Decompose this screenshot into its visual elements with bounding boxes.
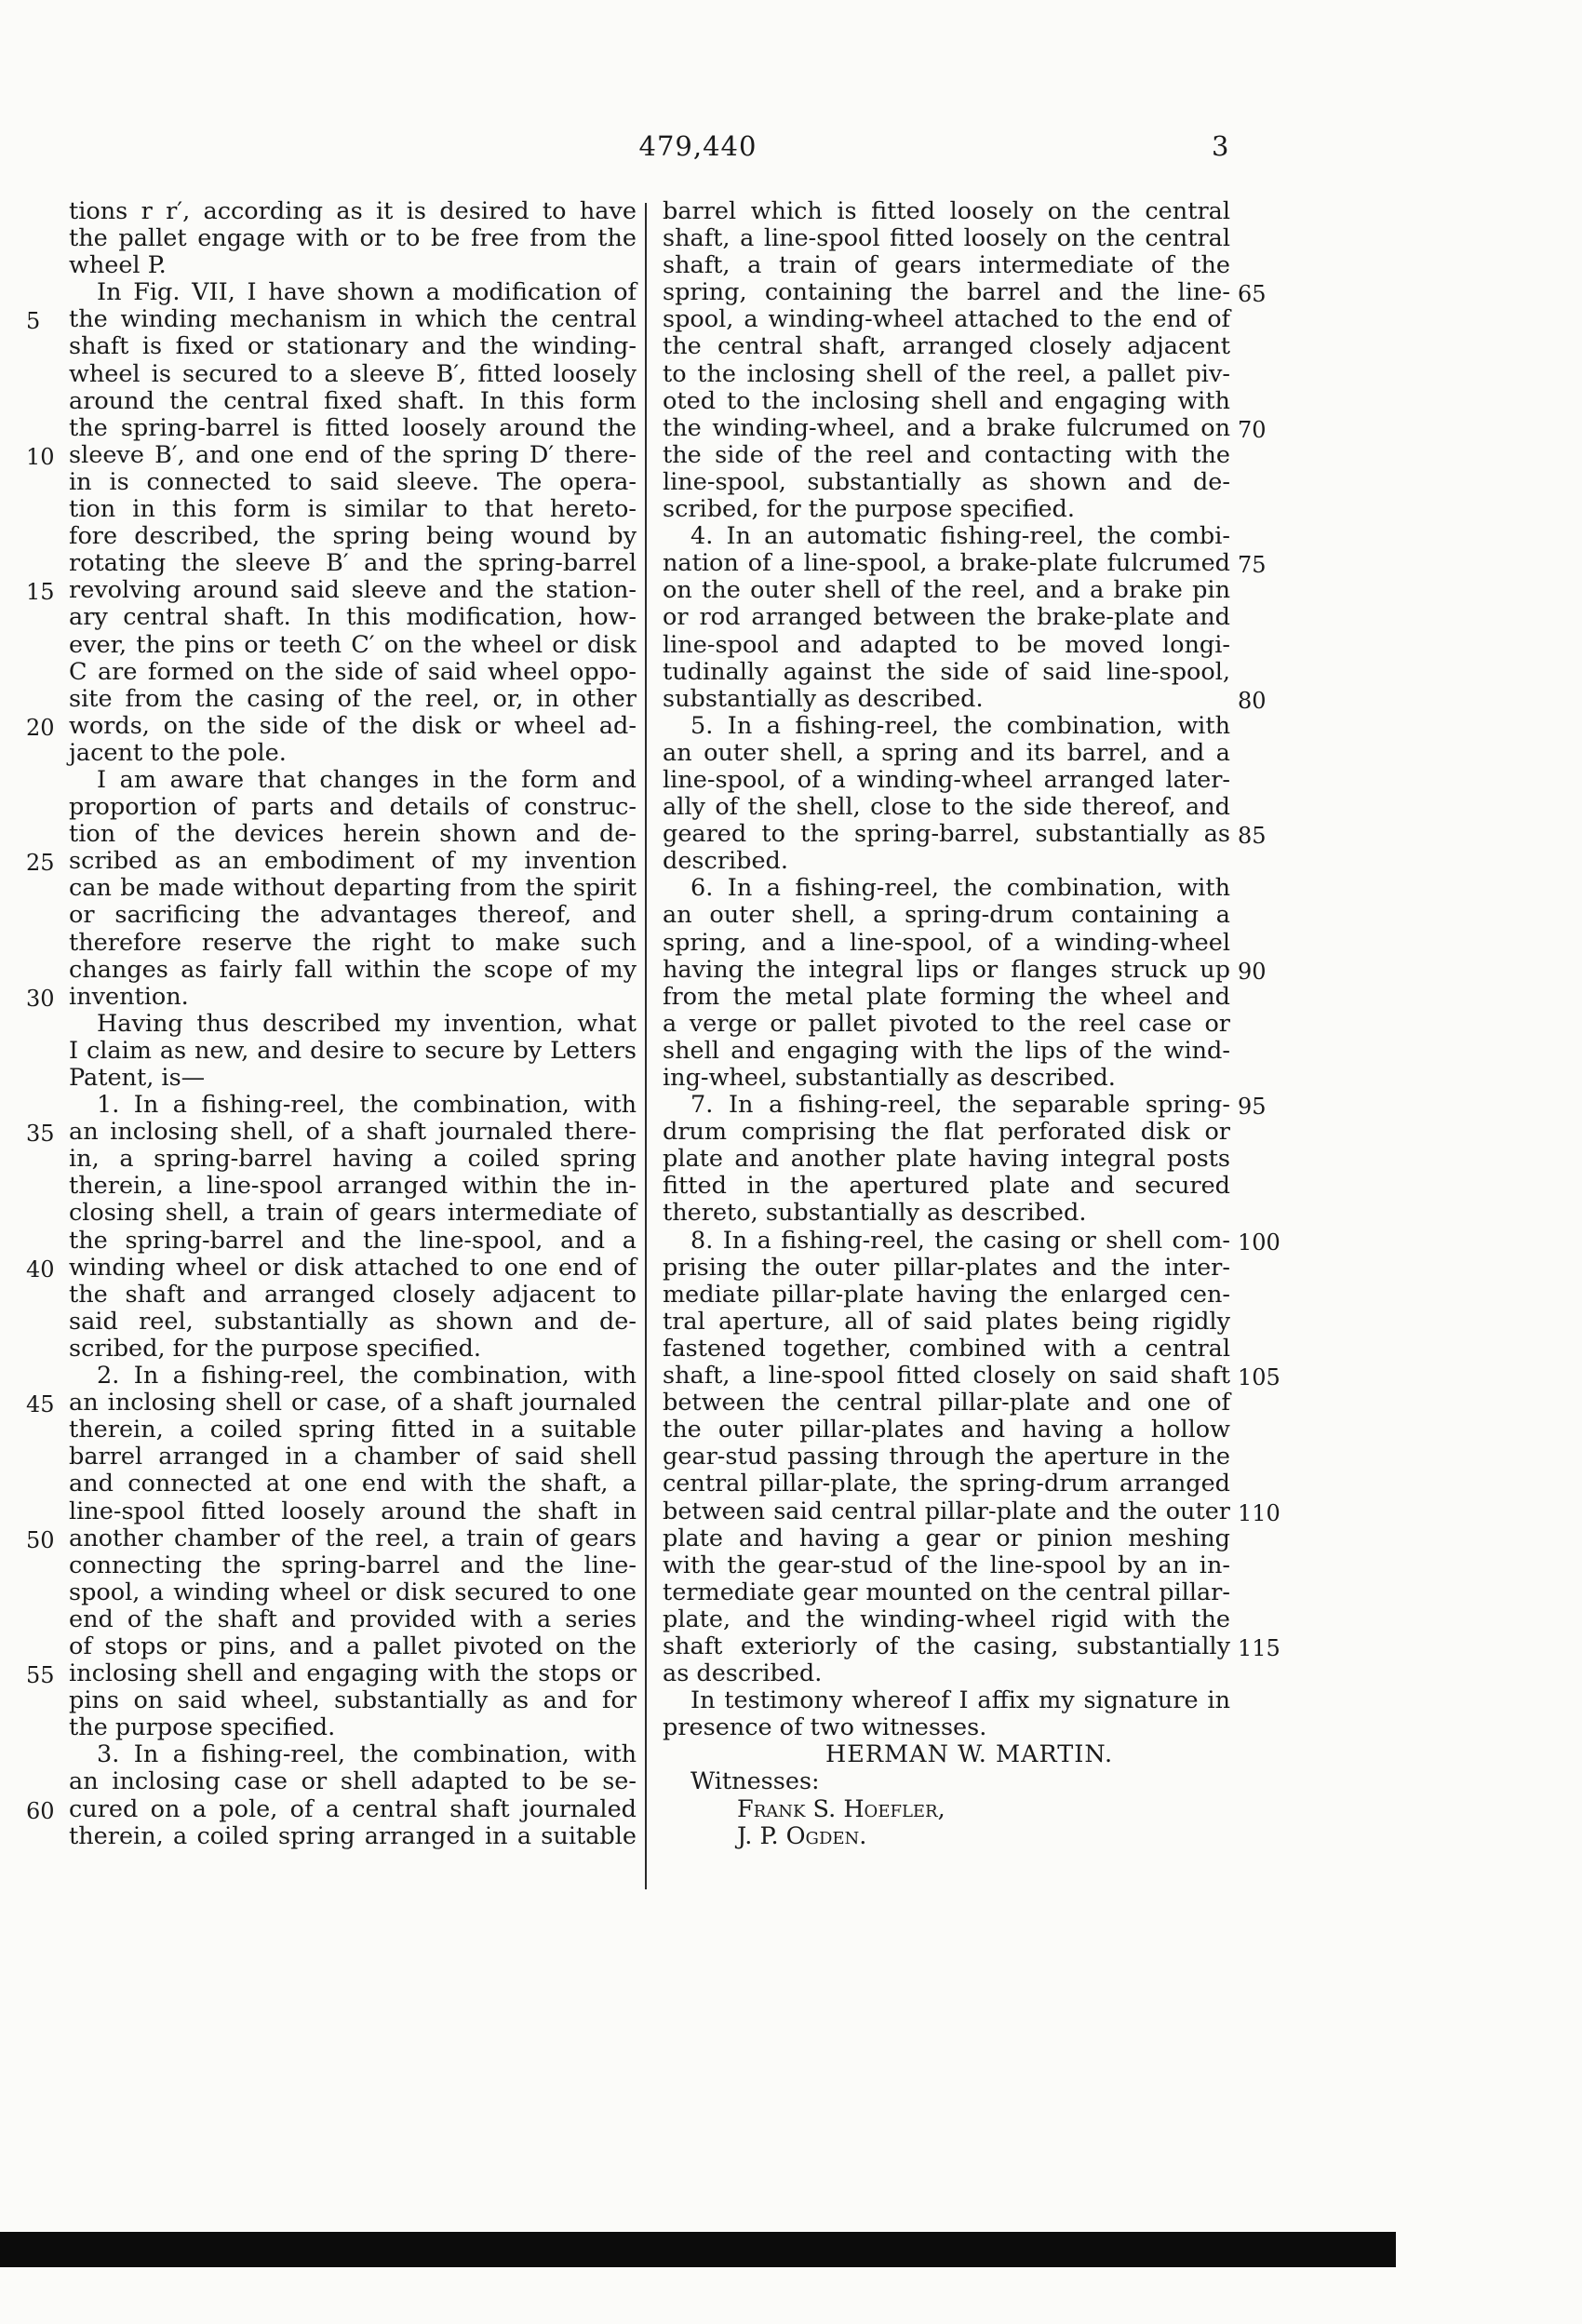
text-line: shaft, a line-spool fitted closely on said shaft — [663, 1362, 1230, 1390]
text-line: I am aware that changes in the form and — [97, 765, 637, 794]
line-number: 110 — [1238, 1499, 1280, 1526]
text-line: line-spool fitted loosely around the shaft in — [69, 1497, 637, 1525]
text-line: scribed as an embodiment of my invention — [69, 847, 637, 876]
text-line: HERMAN W. MARTIN. — [825, 1740, 1114, 1769]
text-line: fastened together, combined with a central — [663, 1334, 1230, 1363]
text-line: revolving around said sleeve and the station- — [69, 576, 637, 605]
line-number: 100 — [1238, 1229, 1280, 1256]
text-line: the shaft and arranged closely adjacent to — [69, 1280, 637, 1309]
text-line: the central shaft, arranged closely adjacent — [663, 332, 1230, 361]
text-line: site from the casing of the reel, or, in other — [69, 684, 637, 713]
text-line: therein, a coiled spring fitted in a suitable — [69, 1416, 637, 1444]
text-line: on the outer shell of the reel, and a brake pin — [663, 576, 1230, 605]
text-line: In testimony whereof I affix my signature in — [690, 1686, 1230, 1715]
text-line: of stops or pins, and a pallet pivoted on the — [69, 1632, 637, 1660]
text-line: Witnesses: — [690, 1767, 820, 1796]
text-line: therefore reserve the right to make such — [69, 928, 637, 957]
line-number: 40 — [26, 1256, 55, 1283]
text-line: drum comprising the flat perforated disk or — [663, 1118, 1230, 1147]
text-line: winding wheel or disk attached to one end of — [69, 1253, 637, 1282]
text-line: ing-wheel, substantially as described. — [663, 1064, 1116, 1092]
text-line: therein, a line-spool arranged within the in- — [69, 1172, 637, 1201]
text-line: in is connected to said sleeve. The opera- — [69, 467, 637, 496]
line-number: 35 — [26, 1121, 55, 1148]
text-line: plate and having a gear or pinion meshing — [663, 1524, 1230, 1552]
text-line: oted to the inclosing shell and engaging with — [663, 386, 1230, 415]
text-line: in, a spring-barrel having a coiled spring — [69, 1145, 637, 1174]
line-number: 95 — [1238, 1094, 1267, 1121]
scan-edge-bar — [0, 2232, 1396, 2267]
text-line: cured on a pole, of a central shaft journaled — [69, 1794, 637, 1823]
text-line: line-spool and adapted to be moved longi- — [663, 630, 1230, 659]
text-line: from the metal plate forming the wheel and — [663, 982, 1230, 1011]
text-line: the pallet engage with or to be free from the — [69, 224, 637, 253]
text-line: inclosing shell and engaging with the stops or — [69, 1659, 637, 1688]
line-number: 105 — [1238, 1364, 1280, 1391]
text-line: end of the shaft and provided with a series — [69, 1605, 637, 1633]
text-line: plate, and the winding-wheel rigid with the — [663, 1605, 1230, 1633]
left-text-column — [69, 198, 637, 1850]
text-line: the spring-barrel is fitted loosely around the — [69, 413, 637, 442]
patent-header-number: 479,440 — [638, 130, 757, 162]
text-line: proportion of parts and details of construc- — [69, 793, 637, 822]
text-line: mediate pillar-plate having the enlarged cen- — [663, 1280, 1230, 1309]
text-line: or sacrificing the advantages thereof, and — [69, 901, 637, 930]
text-line: an outer shell, a spring-drum containing a — [663, 901, 1230, 930]
text-line: with the gear-stud of the line-spool by an in- — [663, 1551, 1230, 1579]
text-line: changes as fairly fall within the scope of my — [69, 955, 637, 984]
text-line: spring, and a line-spool, of a winding-wheel — [663, 928, 1230, 957]
text-line: nation of a line-spool, a brake-plate fulcrumed — [663, 549, 1230, 578]
text-line: invention. — [69, 982, 189, 1011]
line-number: 10 — [26, 443, 55, 470]
text-line: tral aperture, all of said plates being rigidly — [663, 1307, 1230, 1336]
text-line: and connected at one end with the shaft, a — [69, 1470, 637, 1498]
text-line: substantially as described. — [663, 684, 984, 713]
text-line: I claim as new, and desire to secure by Letters — [69, 1036, 637, 1065]
text-line: barrel which is fitted loosely on the central — [663, 197, 1230, 225]
line-number: 5 — [26, 308, 41, 335]
text-line: the purpose specified. — [69, 1713, 336, 1742]
text-line: shaft, a line-spool fitted loosely on the central — [663, 224, 1230, 253]
text-line: an outer shell, a spring and its barrel, and a — [663, 738, 1230, 767]
line-number: 60 — [26, 1797, 55, 1824]
text-line: to the inclosing shell of the reel, a pallet piv- — [663, 359, 1230, 388]
text-line: tudinally against the side of said line-spool, — [663, 657, 1230, 686]
text-line: plate and another plate having integral posts — [663, 1145, 1230, 1174]
text-line: 8. In a fishing-reel, the casing or shell com- — [690, 1226, 1230, 1255]
text-line: 3. In a fishing-reel, the combination, with — [97, 1740, 637, 1769]
text-line: rotating the sleeve B′ and the spring-barrel — [69, 549, 637, 578]
text-line: having the integral lips or flanges struck up — [663, 955, 1230, 984]
text-line: shaft exteriorly of the casing, substantially — [663, 1632, 1230, 1660]
text-line: Patent, is— — [69, 1064, 206, 1092]
text-line: the side of the reel and contacting with the — [663, 440, 1230, 469]
text-line: an inclosing shell, of a shaft journaled there- — [69, 1118, 637, 1147]
line-number: 115 — [1238, 1635, 1280, 1662]
text-line: between the central pillar-plate and one of — [663, 1389, 1230, 1417]
line-number: 25 — [26, 850, 55, 877]
text-line: ary central shaft. In this modification, how- — [69, 603, 637, 632]
line-number: 80 — [1238, 687, 1267, 714]
text-line: scribed, for the purpose specified. — [663, 495, 1075, 524]
text-line: the spring-barrel and the line-spool, and a — [69, 1226, 637, 1255]
text-line: the winding mechanism in which the central — [69, 305, 637, 334]
text-line: tion of the devices herein shown and de- — [69, 820, 637, 849]
text-line: 2. In a fishing-reel, the combination, with — [97, 1362, 637, 1390]
line-number: 15 — [26, 579, 55, 606]
text-line: or rod arranged between the brake-plate and — [663, 603, 1230, 632]
text-line: closing shell, a train of gears intermediate of — [69, 1199, 637, 1228]
text-line: a verge or pallet pivoted to the reel case or — [663, 1009, 1230, 1038]
text-line: jacent to the pole. — [69, 738, 287, 767]
text-line: gear-stud passing through the aperture in the — [663, 1443, 1230, 1471]
text-line: fitted in the apertured plate and secured — [663, 1172, 1230, 1201]
text-line: as described. — [663, 1659, 823, 1688]
text-line: central pillar-plate, the spring-drum arranged — [663, 1470, 1230, 1498]
text-line: geared to the spring-barrel, substantially as — [663, 820, 1230, 849]
text-line: fore described, the spring being wound by — [69, 522, 637, 551]
text-line: scribed, for the purpose specified. — [69, 1334, 481, 1363]
text-line: described. — [663, 847, 788, 876]
text-line: thereto, substantially as described. — [663, 1199, 1087, 1228]
text-line: an inclosing case or shell adapted to be se- — [69, 1767, 637, 1796]
right-text-column — [663, 198, 1230, 1850]
text-line: sleeve B′, and one end of the spring D′ there- — [69, 440, 637, 469]
text-line: the outer pillar-plates and having a hollow — [663, 1416, 1230, 1444]
text-line: wheel is secured to a sleeve B′, fitted loosely — [69, 359, 637, 388]
text-line: 1. In a fishing-reel, the combination, with — [97, 1091, 637, 1120]
column-divider — [645, 203, 647, 1889]
line-number: 55 — [26, 1662, 55, 1689]
text-line: wheel P. — [69, 251, 167, 280]
text-line: words, on the side of the disk or wheel ad- — [69, 711, 637, 740]
text-line: another chamber of the reel, a train of gears — [69, 1524, 637, 1552]
line-number: 90 — [1238, 958, 1267, 985]
text-line: connecting the spring-barrel and the line- — [69, 1551, 637, 1579]
text-line: barrel arranged in a chamber of said shell — [69, 1443, 637, 1471]
text-line: spool, a winding-wheel attached to the end of — [663, 305, 1230, 334]
text-line: shaft, a train of gears intermediate of the — [663, 251, 1230, 280]
line-number: 50 — [26, 1526, 55, 1553]
text-line: line-spool, of a winding-wheel arranged later- — [663, 765, 1230, 794]
text-line: J. P. Ogden. — [737, 1821, 867, 1850]
line-number: 20 — [26, 714, 55, 741]
text-line: spring, containing the barrel and the line- — [663, 278, 1230, 307]
text-line: between said central pillar-plate and the outer — [663, 1497, 1230, 1525]
text-line: spool, a winding wheel or disk secured to one — [69, 1578, 637, 1606]
line-number: 70 — [1238, 416, 1267, 443]
text-line: 7. In a fishing-reel, the separable spring- — [690, 1091, 1230, 1120]
text-line: therein, a coiled spring arranged in a suitable — [69, 1821, 637, 1850]
text-line: pins on said wheel, substantially as and for — [69, 1686, 637, 1715]
text-line: said reel, substantially as shown and de- — [69, 1307, 637, 1336]
text-line: presence of two witnesses. — [663, 1713, 987, 1742]
text-line: 6. In a fishing-reel, the combination, with — [690, 874, 1230, 903]
page-number: 3 — [1212, 130, 1229, 162]
line-number: 30 — [26, 985, 55, 1012]
line-number: 45 — [26, 1391, 55, 1418]
text-line: termediate gear mounted on the central pillar- — [663, 1578, 1230, 1606]
text-line: prising the outer pillar-plates and the inter- — [663, 1253, 1230, 1282]
text-line: shaft is fixed or stationary and the winding- — [69, 332, 637, 361]
text-line: Having thus described my invention, what — [97, 1009, 637, 1038]
line-number: 85 — [1238, 823, 1267, 850]
text-line: 5. In a fishing-reel, the combination, with — [690, 711, 1230, 740]
text-line: around the central fixed shaft. In this form — [69, 386, 637, 415]
text-line: an inclosing shell or case, of a shaft journaled — [69, 1389, 637, 1417]
text-line: ally of the shell, close to the side thereof, and — [663, 793, 1230, 822]
text-line: can be made without departing from the spirit — [69, 874, 637, 903]
line-number: 65 — [1238, 281, 1267, 308]
text-line: shell and engaging with the lips of the wind- — [663, 1036, 1230, 1065]
text-line: 4. In an automatic fishing-reel, the combi- — [690, 522, 1230, 551]
text-line: C are formed on the side of said wheel oppo- — [69, 657, 637, 686]
text-line: tion in this form is similar to that hereto- — [69, 495, 637, 524]
text-line: Frank S. Hoefler, — [737, 1794, 945, 1823]
text-line: tions r r′, according as it is desired to have — [69, 197, 637, 225]
text-line: the winding-wheel, and a brake fulcrumed on — [663, 413, 1230, 442]
text-line: ever, the pins or teeth C′ on the wheel or disk — [69, 630, 637, 659]
text-line: In Fig. VII, I have shown a modification of — [97, 278, 637, 307]
line-number: 75 — [1238, 552, 1267, 579]
text-line: line-spool, substantially as shown and de- — [663, 467, 1230, 496]
